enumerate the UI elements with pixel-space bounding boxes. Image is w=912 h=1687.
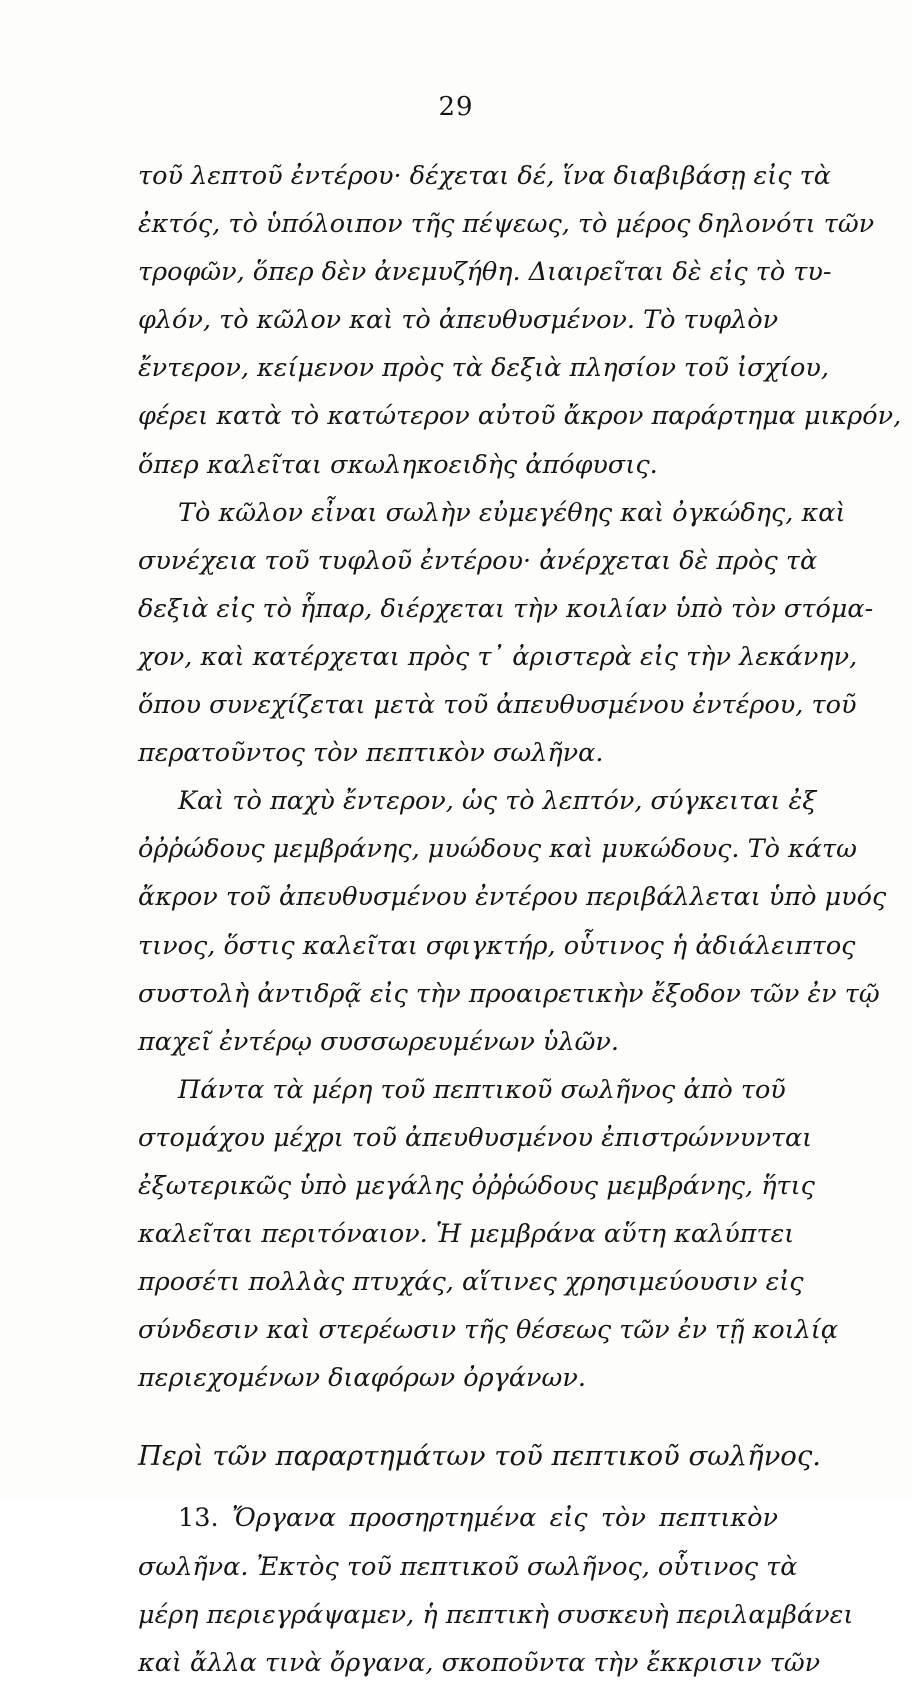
- paragraph-2: [138, 489, 874, 778]
- text-line: περατοῦντος τὸν πεπτικὸν σωλῆνα.: [138, 738, 604, 769]
- text-line: στομάχου μέχρι τοῦ ἀπευθυσμένου ἐπιστρώννυνται: [138, 1122, 813, 1153]
- text-line: σύνδεσιν καὶ στερέωσιν τῆς θέσεως τῶν ἐν τῇ κοιλίᾳ: [138, 1315, 839, 1346]
- text-line: ἐκτός, τὸ ὑπόλοιπον τῆς πέψεως, τὸ μέρος δηλονότι τῶν: [138, 209, 875, 240]
- paragraph-4: [138, 1066, 839, 1403]
- section-13-first-line: [138, 1494, 778, 1542]
- text-line: καὶ ἄλλα τινὰ ὄργανα, σκοποῦντα τὴν ἔκκρισιν τῶν: [138, 1647, 821, 1678]
- text-line: Τὸ κῶλον εἶναι σωλὴν εὐμεγέθης καὶ ὀγκώδης, καὶ: [178, 497, 846, 528]
- paragraph-1: [138, 152, 902, 489]
- text-line: τοῦ λεπτοῦ ἐντέρου· δέχεται δέ, ἵνα διαβιβάσῃ εἰς τὰ: [138, 161, 831, 191]
- text-line: καλεῖται περιτόναιον. Ἡ μεμβράνα αὕτη καλύπτει: [138, 1219, 795, 1250]
- text-line: δεξιὰ εἰς τὸ ἧπαρ, διέρχεται τὴν κοιλίαν ὑπὸ τὸν στόμα-: [138, 593, 874, 624]
- text-line: παχεῖ ἐντέρῳ συσσωρευμένων ὑλῶν.: [138, 1026, 620, 1057]
- page-number: 29: [438, 92, 474, 122]
- text-line: ἔντερον, κείμενον πρὸς τὰ δεξιὰ πλησίον τοῦ ἰσχίου,: [138, 353, 829, 384]
- text-line: ὀῤῥώδους μεμβράνης, μυώδους καὶ μυκώδους. Τὸ κάτω: [138, 834, 857, 865]
- text-line: φέρει κατὰ τὸ κατώτερον αὐτοῦ ἄκρον παράρτημα μικρόν,: [138, 401, 902, 432]
- text-line: συστολὴ ἀντιδρᾷ εἰς τὴν προαιρετικὴν ἔξοδον τῶν ἐν τῷ: [138, 978, 880, 1009]
- text-line: ἄκρον τοῦ ἀπευθυσμένου ἐντέρου περιβάλλεται ὑπὸ μυός: [138, 882, 887, 913]
- text-line: χον, καὶ κατέρχεται πρὸς τ᾽ ἀριστερὰ εἰς τὴν λεκάνην,: [138, 641, 858, 672]
- body-text: [138, 152, 902, 1687]
- text-line: τινος, ὅστις καλεῖται σφιγκτήρ, οὗτινος ἡ ἀδιάλειπτος: [138, 930, 856, 961]
- text-line: ἐξωτερικῶς ὑπὸ μεγάλης ὀῤῥώδους μεμβράνης, ἥτις: [138, 1170, 815, 1201]
- text-line: προσέτι πολλὰς πτυχάς, αἵτινες χρησιμεύουσιν εἰς: [138, 1267, 804, 1298]
- text-line: Πάντα τὰ μέρη τοῦ πεπτικοῦ σωλῆνος ἀπὸ τοῦ: [178, 1074, 786, 1105]
- text-line: μέρη περιεγράψαμεν, ἡ πεπτικὴ συσκευὴ περιλαμβάνει: [138, 1599, 854, 1630]
- section-title: Ὄργανα προσηρτημένα εἰς τὸν πεπτικὸν: [231, 1503, 778, 1534]
- text-line: περιεχομένων διαφόρων ὀργάνων.: [138, 1363, 586, 1394]
- text-line: ὅπου συνεχίζεται μετὰ τοῦ ἀπευθυσμένου ἐντέρου, τοῦ: [138, 690, 857, 721]
- text-line: φλόν, τὸ κῶλον καὶ τὸ ἀπευθυσμένον. Τὸ τυφλὸν: [138, 305, 779, 336]
- section-number: 13.: [178, 1503, 219, 1534]
- paragraph-3: [138, 777, 887, 1066]
- text-line: σωλῆνα. Ἐκτὸς τοῦ πεπτικοῦ σωλῆνος, οὗτινος τὰ: [138, 1551, 798, 1582]
- text-line: τροφῶν, ὅπερ δὲν ἀνεμυζήθη. Διαιρεῖται δὲ εἰς τὸ τυ-: [138, 257, 832, 288]
- text-line: ὅπερ καλεῖται σκωληκοειδὴς ἀπόφυσις.: [138, 449, 658, 480]
- text-line: συνέχεια τοῦ τυφλοῦ ἐντέρου· ἀνέρχεται δὲ πρὸς τὰ: [138, 545, 818, 576]
- section-heading: Περὶ τῶν παραρτημάτων τοῦ πεπτικοῦ σωλῆνος.: [138, 1440, 822, 1473]
- section-13: [138, 1494, 854, 1686]
- text-line: Καὶ τὸ παχὺ ἔντερον, ὡς τὸ λεπτόν, σύγκειται ἐξ: [178, 786, 817, 817]
